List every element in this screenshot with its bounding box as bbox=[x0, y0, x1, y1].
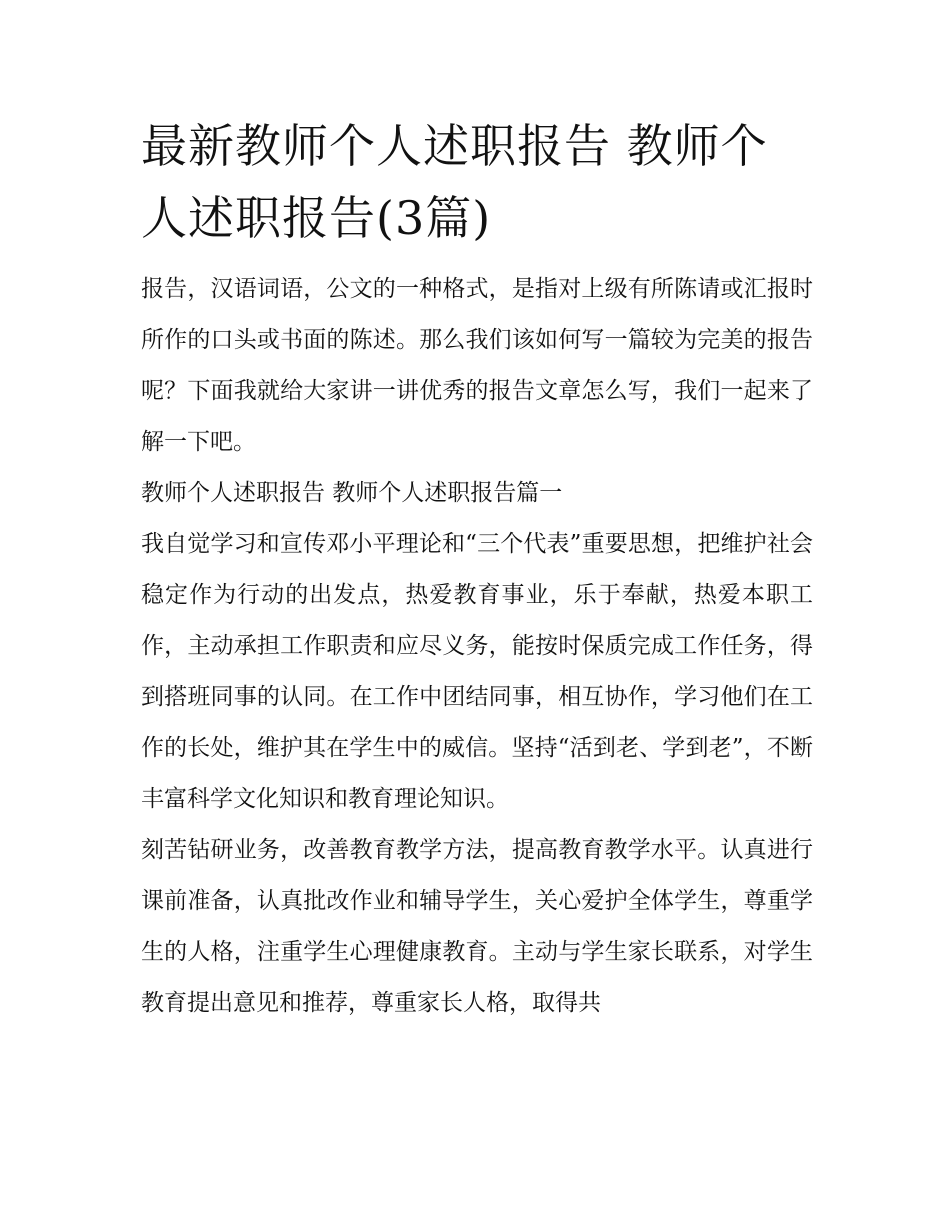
document-page bbox=[141, 110, 813, 1029]
intro-paragraph: 报告，汉语词语，公文的一种格式，是指对上级有所陈请或汇报时所作的口头或书面的陈述。那么我们该如何写一篇较为完美的报告呢？下面我就给大家讲一讲优秀的报告文章怎么写，我们一起来了解一下吧。 bbox=[141, 276, 813, 455]
section-heading: 教师个人述职报告 教师个人述职报告篇一 bbox=[141, 480, 563, 506]
body-paragraph-2: 刻苦钻研业务，改善教育教学方法，提高教育教学水平。认真进行课前准备，认真批改作业和辅导学生，关心爱护全体学生，尊重学生的人格，注重学生心理健康教育。主动与学生家长联系，对学生教育提出意见和推荐，尊重家长人格，取得共 bbox=[141, 837, 813, 1016]
body-paragraph-1: 我自觉学习和宣传邓小平理论和“三个代表”重要思想，把维护社会稳定作为行动的出发点，热爱教育事业，乐于奉献，热爱本职工作，主动承担工作职责和应尽义务，能按时保质完成工作任务，得到搭班同事的认同。在工作中团结同事，相互协作，学习他们在工作的长处，维护其在学生中的威信。坚持“活到老、学到老”，不断丰富科学文化知识和教育理论知识。 bbox=[141, 531, 813, 812]
document-title: 最新教师个人述职报告 教师个人述职报告(3篇) bbox=[141, 119, 768, 245]
